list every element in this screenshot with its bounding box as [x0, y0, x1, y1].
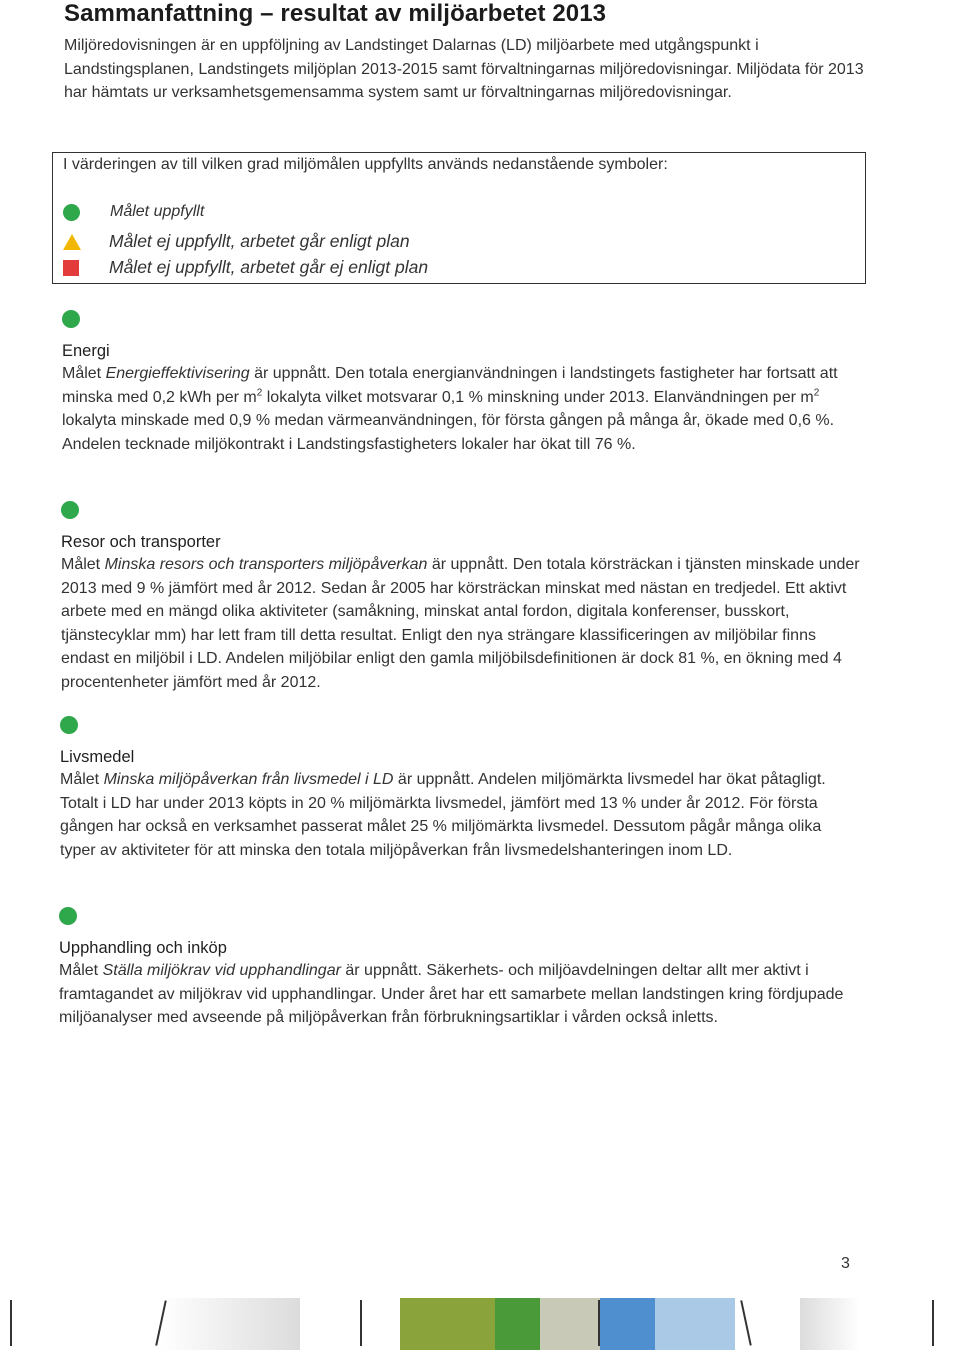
goal-name: Ställa miljökrav vid upphandlingar: [102, 962, 341, 979]
legend-label: Målet uppfyllt: [110, 203, 205, 220]
goal-name: Minska miljöpåverkan från livsmedel i LD: [103, 771, 394, 788]
green-circle-icon: [63, 204, 80, 221]
section-body: Målet Ställa miljökrav vid upphandlingar är uppnått. Säkerhets- och miljöavdelningen deltar allt mer aktivt i framtagandet av miljökrav vid upphandlingar. Under året har ett samarbete mellan landstingen kring fördjupade miljöanalyser med avseende på miljöpåverkan från förbrukningsartiklar i vården också inletts.: [59, 962, 844, 1027]
goal-name: Energieffektivisering: [105, 365, 250, 382]
crop-mark: [360, 1300, 362, 1346]
goal-name: Minska resors och transporters miljöpåverkan: [104, 556, 428, 573]
yellow-triangle-icon: [63, 234, 81, 250]
green-circle-icon: [60, 716, 78, 734]
green-circle-icon: [61, 501, 79, 519]
footer-decoration: [0, 1298, 960, 1350]
section-upphandling: [59, 907, 859, 1030]
legend-box: [52, 152, 866, 284]
footer-band-grey: [160, 1298, 300, 1350]
footer-band-beige: [540, 1298, 600, 1350]
crop-mark: [598, 1300, 600, 1346]
crop-mark: [740, 1300, 751, 1345]
green-circle-icon: [59, 907, 77, 925]
footer-band-olive: [400, 1298, 495, 1350]
section-heading: Resor och transporter: [61, 533, 221, 551]
section-energi: [62, 310, 862, 456]
footer-band-lightblue: [655, 1298, 735, 1350]
section-livsmedel: [60, 716, 860, 862]
section-heading: Upphandling och inköp: [59, 939, 227, 957]
legend-item-fulfilled: [63, 203, 204, 221]
legend-label: Målet ej uppfyllt, arbetet går ej enligt plan: [109, 257, 429, 277]
legend-item-off-track: [63, 257, 428, 278]
page-number: 3: [841, 1255, 850, 1272]
legend-intro: I värderingen av till vilken grad miljömålen uppfyllts används nedanstående symboler:: [63, 156, 668, 173]
footer-band-blue: [600, 1298, 655, 1350]
section-body: Målet Energieffektivisering är uppnått. Den totala energianvändningen i landstingets fastigheter har fortsatt att minska med 0,2 kWh per $m^2$ lokalyta vilket motsvarar 0,1 % minskning under 2013. Elanvändningen per $m^2$ lokalyta minskade med 0,9 % medan värmeanvändningen, för första gången på många år, ökade med 0,6 %. Andelen tecknade miljökontrakt i Landstingsfastigheters lokaler har ökat till 76 %.: [62, 365, 838, 453]
red-square-icon: [63, 260, 79, 276]
page-title: Sammanfattning – resultat av miljöarbetet 2013: [64, 0, 607, 27]
crop-mark: [10, 1300, 12, 1346]
legend-item-on-track: [63, 231, 410, 252]
section-heading: Energi: [62, 342, 110, 360]
footer-band-green: [495, 1298, 540, 1350]
crop-mark: [932, 1300, 934, 1346]
section-resor: [61, 501, 861, 695]
section-heading: Livsmedel: [60, 748, 135, 766]
footer-band-grey-right: [800, 1298, 860, 1350]
intro-paragraph: Miljöredovisningen är en uppföljning av Landstinget Dalarnas (LD) miljöarbete med utgångspunkt i Landstingsplanen, Landstingets miljöplan 2013-2015 samt förvaltningarnas miljöredovisningar. Miljödata för 2013 har hämtats ur verksamhetsgemensamma system samt ur förvaltningarnas miljöredovisningar.: [64, 37, 864, 101]
legend-label: Målet ej uppfyllt, arbetet går enligt plan: [109, 231, 410, 251]
section-body: Målet Minska miljöpåverkan från livsmedel i LD är uppnått. Andelen miljömärkta livsmedel har ökat påtagligt. Totalt i LD har under 2013 köpts in 20 % miljömärkta livsmedel, jämfört med 13 % under år 2012. För första gången har också en verksamhet passerat målet 25 % miljömärkta livsmedel. Dessutom pågår många olika typer av aktiviteter för att minska den totala miljöpåverkan från livsmedelshanteringen inom LD.: [60, 771, 826, 859]
green-circle-icon: [62, 310, 80, 328]
section-body: Målet Minska resors och transporters miljöpåverkan är uppnått. Den totala körsträckan i tjänsten minskade under 2013 med 9 % jämfört med år 2012. Sedan år 2005 har körsträckan minskat med nästan en tredjedel. Ett aktivt arbete med en mängd olika aktiviteter (samåkning, minskat antal fordon, digitala konferenser, busskort, tjänstecyklar mm) har lett fram till detta resultat. Enligt den nya strängare klassificeringen av miljöbilar finns endast en miljöbil i LD. Andelen miljöbilar enligt den gamla miljöbilsdefinitionen är dock 81 %, en ökning med 4 procentenheter jämfört med år 2012.: [61, 556, 860, 691]
